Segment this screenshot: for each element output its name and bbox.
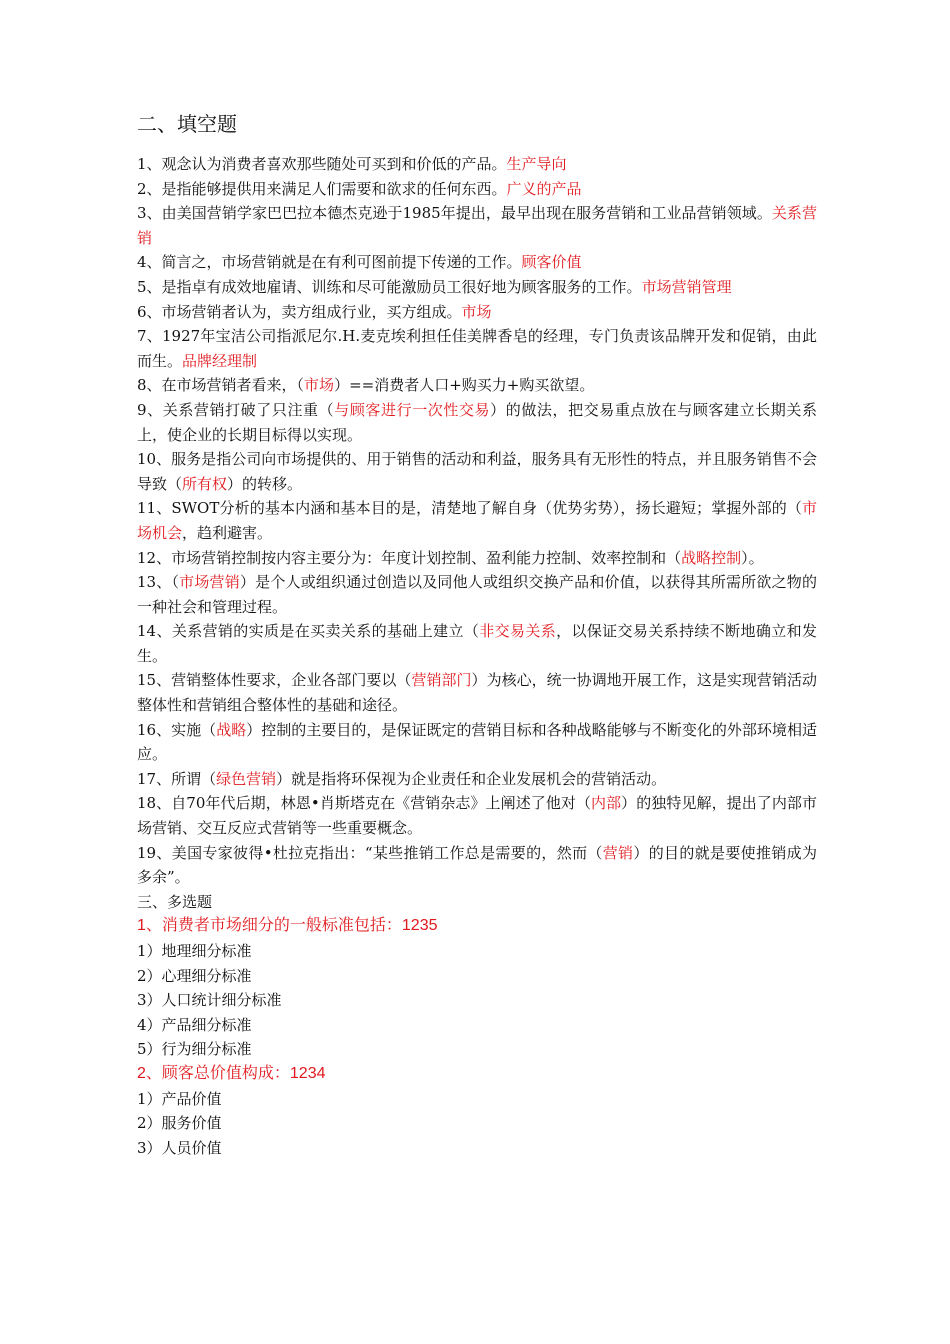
answer-text: 战略 [216,720,247,739]
fill-in-question [137,447,817,496]
question-text: 19、美国专家彼得•杜拉克指出：“某些推销工作总是需要的，然而（ [137,843,603,862]
fill-in-question [137,324,817,373]
fill-in-question-list [137,152,817,890]
question-text: 1、观念认为消费者喜欢那些随处可买到和价低的产品。 [137,155,507,173]
question-text: 10、服务是指公司向市场提供的、用于销售的活动和利益，服务具有无形性的特点，并且服务销售不会导致（ [137,450,817,493]
question-text: ）==消费者人口+购买力+购买欲望。 [334,376,595,395]
multiple-choice-question: 2、顾客总价值构成：1234 [137,1064,326,1082]
fill-in-question [137,373,817,398]
answer-text: 顾客价值 [521,253,582,272]
fill-in-question [137,619,817,668]
answer-text: 广义的产品 [506,179,582,198]
multiple-choice-question: 1、消费者市场细分的一般标准包括：1235 [137,917,438,935]
question-text: ）的独特见解，提出了内部市场营销、交互反应式营销等一些重要概念。 [137,794,817,838]
answer-text: 非交易关系 [479,622,557,641]
answer-text: 品牌经理制 [182,351,258,370]
question-text: ）的转移。 [227,474,303,493]
fill-in-question [137,570,817,619]
answer-text: 市场 [304,376,335,395]
fill-in-question [137,767,817,792]
multiple-choice-list [137,914,817,1160]
fill-in-question [137,718,817,767]
fill-in-question [137,546,817,571]
question-text: 15、营销整体性要求，企业各部门要以（ [137,671,412,690]
question-text: ，以保证交易关系持续不断地确立和发生。 [137,622,817,665]
answer-text: 营销 [602,843,634,862]
fill-in-question [137,300,817,325]
fill-in-question [137,496,817,545]
section-title-multiple-choice: 三、多选题 [137,892,213,911]
question-text: 14、关系营销的实质是在买卖关系的基础上建立（ [137,622,480,641]
answer-text: 所有权 [182,474,228,493]
fill-in-question [137,152,817,177]
answer-text: 市场 [461,302,492,321]
question-text: ）就是指将环保视为企业责任和企业发展机会的营销活动。 [276,769,667,788]
question-text: ）。 [741,548,764,567]
question-text: ）的做法，把交易重点放在与顾客建立长期关系上，使企业的长期目标得以实现。 [137,400,817,444]
option-item: 3）人员价值 [137,1138,222,1157]
question-text: 5、是指卓有成效地雇请、训练和尽可能激励员工很好地为顾客服务的工作。 [137,277,642,296]
question-text: ）为核心，统一协调地开展工作，这是实现营销活动整体性和营销组合整体性的基础和途径。 [137,671,817,715]
question-text: 16、实施（ [137,720,217,739]
fill-in-question [137,668,817,717]
answer-text: 绿色营销 [216,769,277,788]
question-text: 12、市场营销控制按内容主要分为：年度计划控制、盈利能力控制、效率控制和（ [137,548,682,567]
question-text: 11、SWOT分析的基本内涵和基本目的是，清楚地了解自身（优势劣势），扬长避短；掌握外部的（ [137,499,802,518]
question-text: ）控制的主要目的，是保证既定的营销目标和各种战略能够与不断变化的外部环境相适应。 [137,720,817,764]
question-text: ）的目的就是要使推销成为多余”。 [137,843,817,887]
answer-text: 内部 [591,794,622,813]
document-page [137,108,817,1160]
option-item: 2）心理细分标准 [137,966,252,985]
question-text: 9、关系营销打破了只注重（ [137,400,335,419]
fill-in-question [137,250,817,275]
question-text: 2、是指能够提供用来满足人们需要和欲求的任何东西。 [137,179,507,198]
option-item: 1）地理细分标准 [137,942,252,960]
fill-in-question [137,201,817,250]
question-text: 18、自70年代后期，林恩•肖斯塔克在《营销杂志》上阐述了他对（ [137,794,592,813]
question-text: 4、简言之，市场营销就是在有利可图前提下传递的工作。 [137,253,522,272]
question-text: 13、（ [137,573,180,592]
option-item: 4）产品细分标准 [137,1015,252,1034]
section-title-fill-in: 二、填空题 [137,112,237,136]
answer-text: 市场营销管理 [641,277,732,296]
question-text: ）是个人或组织通过创造以及同他人或组织交换产品和价值，以获得其所需所欲之物的一种社会和管理过程。 [137,573,817,616]
answer-text: 战略控制 [681,548,742,567]
answer-text: 市场营销 [179,573,240,592]
fill-in-question [137,398,817,447]
option-item: 1）产品价值 [137,1089,222,1108]
fill-in-question [137,177,817,202]
answer-text: 生产导向 [506,155,567,173]
option-item: 5）行为细分标准 [137,1040,252,1059]
question-text: 7、1927年宝洁公司指派尼尔.H.麦克埃利担任佳美牌香皂的经理，专门负责该品牌开发和促销，由此而生。 [137,327,817,370]
question-text: 3、由美国营销学家巴巴拉本德杰克逊于1985年提出，最早出现在服务营销和工业品营销领域。 [137,204,772,223]
question-text: ，趋利避害。 [182,523,273,542]
fill-in-question [137,791,817,840]
answer-text: 与顾客进行一次性交易 [334,400,491,419]
question-text: 17、所谓（ [137,769,217,788]
answer-text: 营销部门 [411,671,472,690]
fill-in-question [137,275,817,300]
option-item: 2）服务价值 [137,1114,222,1133]
fill-in-question [137,841,817,890]
option-item: 3）人口统计细分标准 [137,991,282,1010]
answer-text: 市场机会 [137,499,817,542]
question-text: 8、在市场营销者看来，（ [137,376,305,395]
question-text: 6、市场营销者认为，卖方组成行业，买方组成。 [137,302,462,321]
answer-text: 关系营销 [137,204,817,247]
